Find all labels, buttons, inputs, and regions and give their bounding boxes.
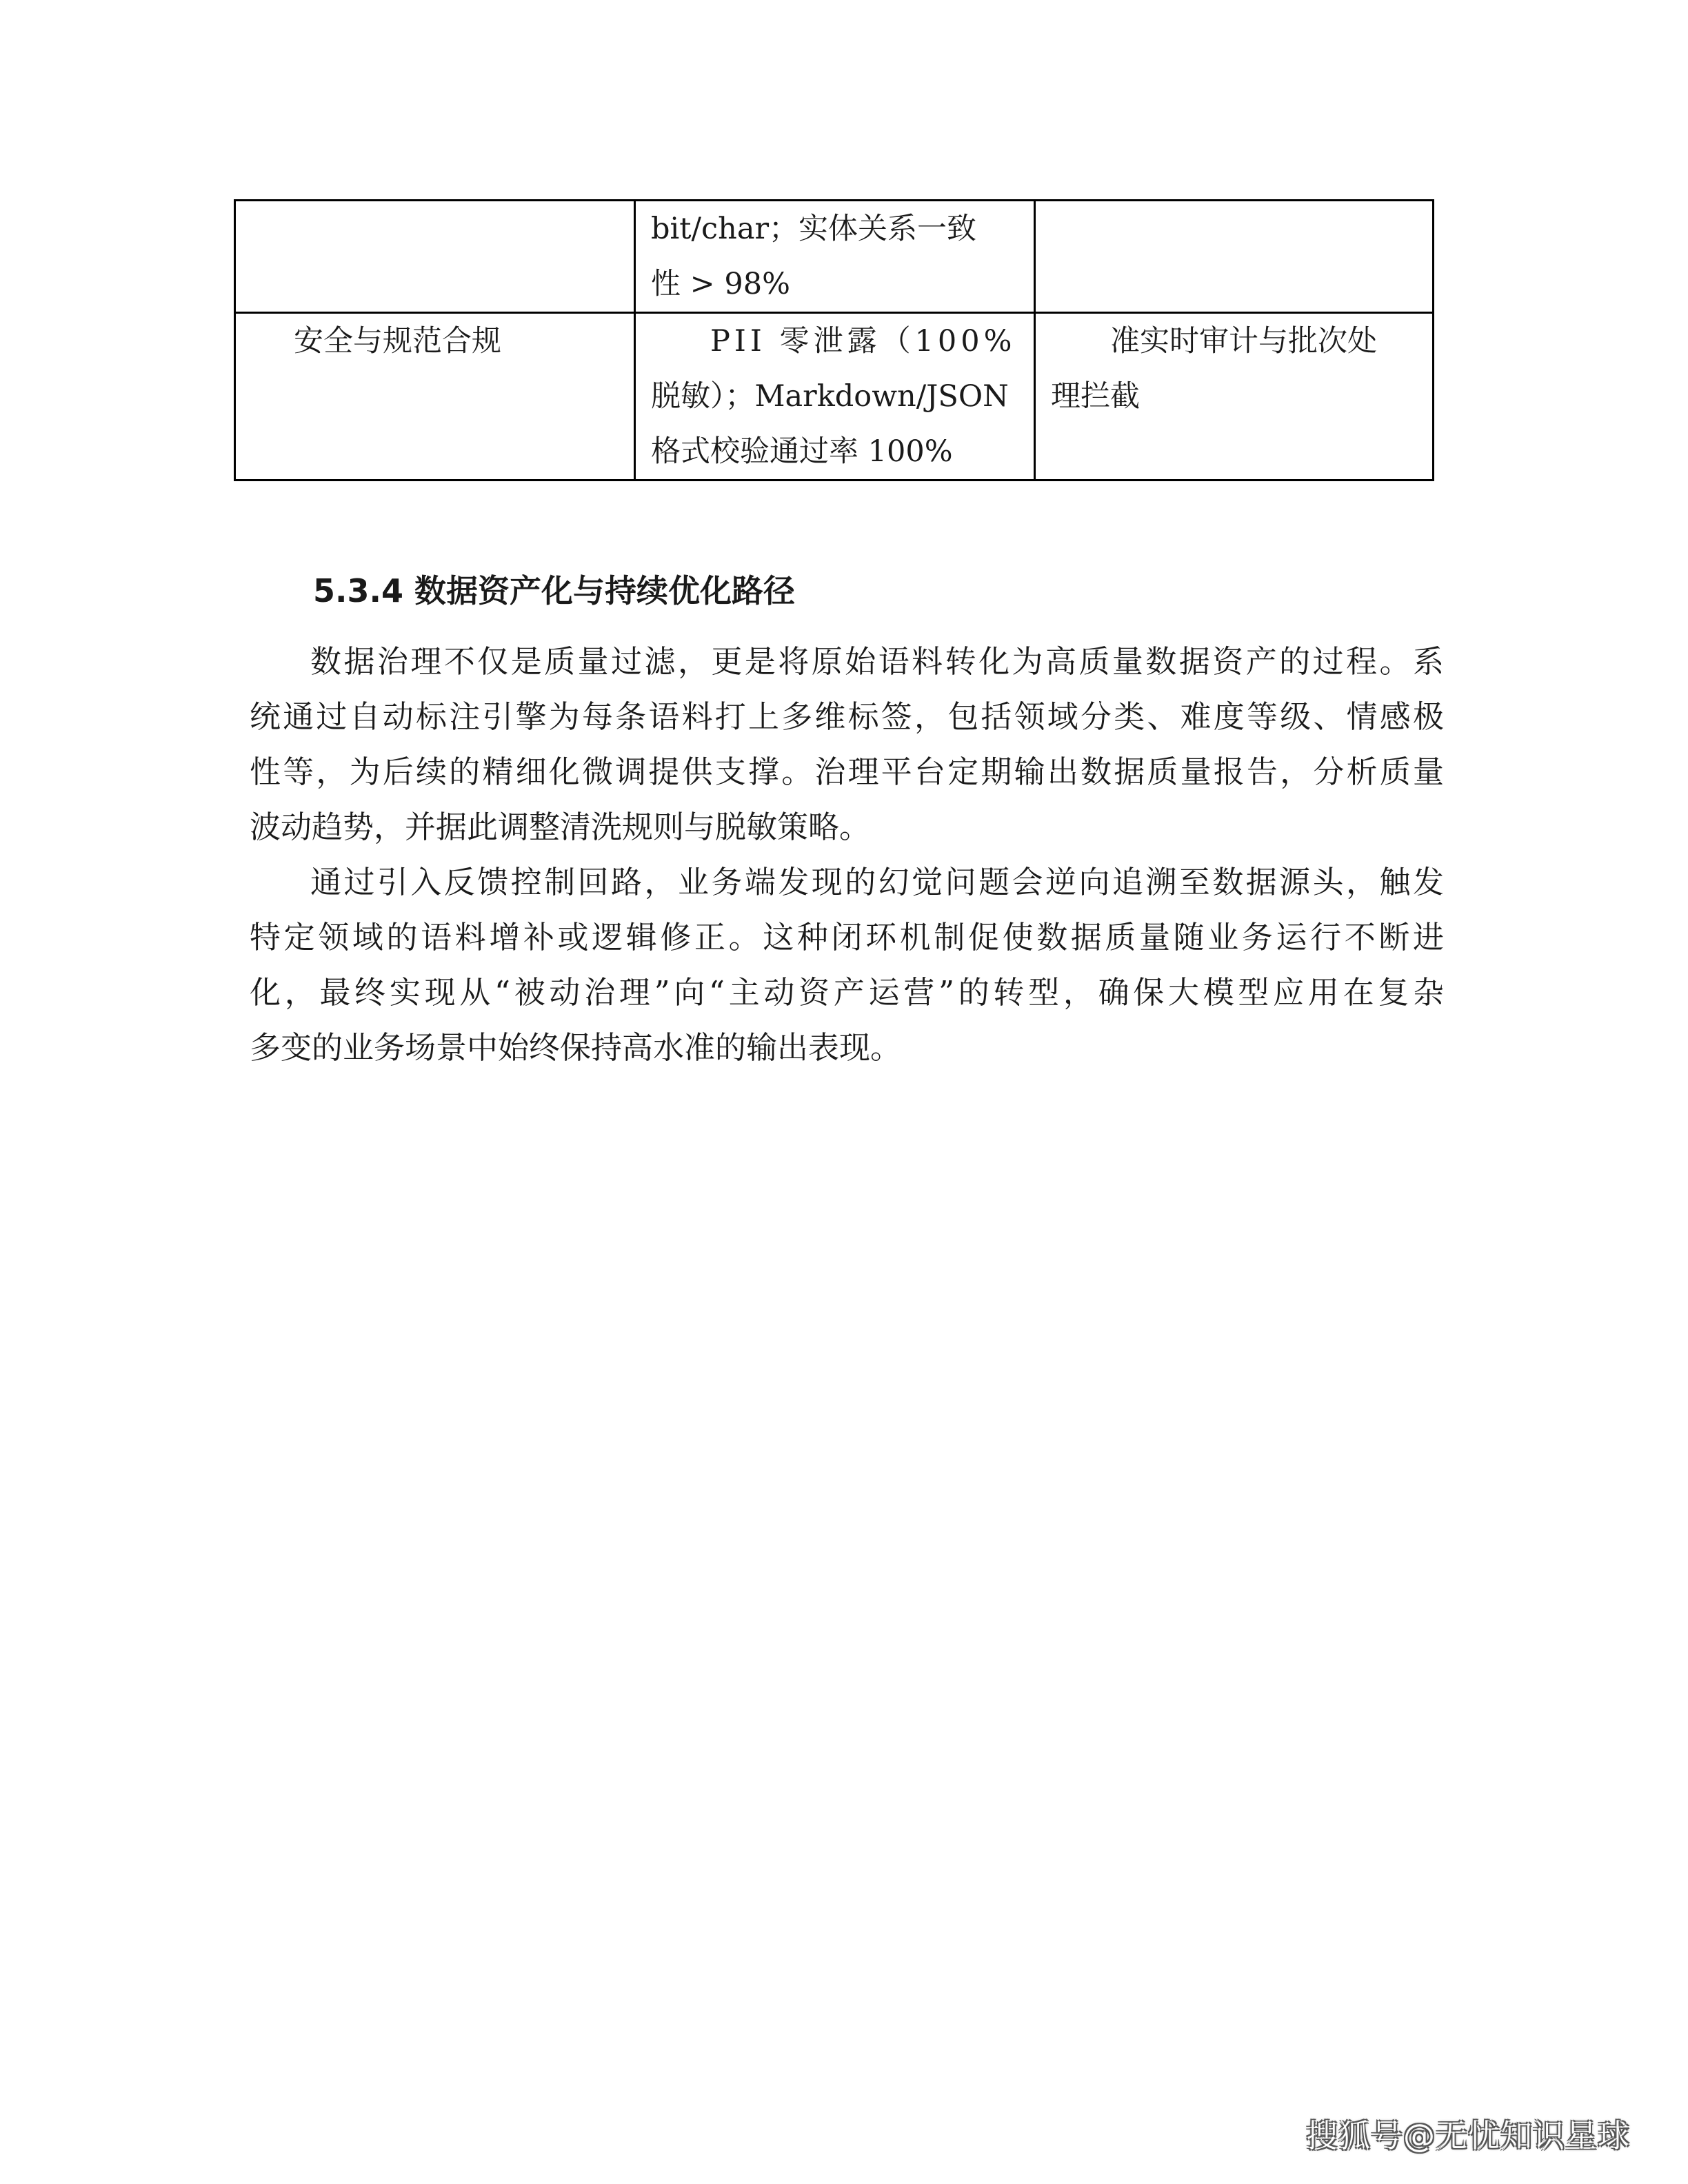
cell-line: 安全与规范合规 — [294, 324, 501, 358]
table-cell-dimension — [235, 201, 635, 313]
watermark-text: 搜狐号@无忧知识星球 — [1306, 2117, 1630, 2154]
cell-line: PII 零泄露（100% — [710, 324, 1016, 358]
cell-line: 格式校验通过率 100% — [651, 434, 953, 469]
table-row — [235, 313, 1434, 481]
section-heading: 5.3.4 数据资产化与持续优化路径 — [313, 572, 795, 609]
table-cell-mechanism — [1035, 201, 1434, 313]
cell-line: 准实时审计与批次处 — [1110, 324, 1377, 358]
table-row — [235, 201, 1434, 313]
paragraph-line: 波动趋势，并据此调整清洗规则与脱敏策略。 — [250, 809, 871, 845]
paragraph-line: 化，最终实现从“被动治理”向“主动资产运营”的转型，确保大模型应用在复杂 — [250, 974, 1444, 1011]
table-cell-metric — [635, 313, 1035, 481]
body-paragraph — [250, 634, 1444, 855]
paragraph-line: 通过引入反馈控制回路，业务端发现的幻觉问题会逆向追溯至数据源头，触发 — [310, 864, 1444, 900]
paragraph-line: 数据治理不仅是质量过滤，更是将原始语料转化为高质量数据资产的过程。系 — [310, 643, 1444, 680]
data-quality-table — [234, 199, 1434, 481]
cell-line: bit/char；实体关系一致 — [651, 212, 977, 246]
cell-line: 脱敏）；Markdown/JSON — [651, 379, 1009, 414]
paragraph-line: 性等，为后续的精细化微调提供支撑。治理平台定期输出数据质量报告，分析质量 — [250, 754, 1444, 790]
paragraph-line: 特定领域的语料增补或逻辑修正。这种闭环机制促使数据质量随业务运行不断进 — [250, 919, 1444, 956]
body-paragraph — [250, 855, 1444, 1075]
table-cell-dimension — [235, 313, 635, 481]
cell-line: 性 > 98% — [651, 267, 790, 301]
paragraph-line: 统通过自动标注引擎为每条语料打上多维标签，包括领域分类、难度等级、情感极 — [250, 698, 1444, 735]
table-cell-mechanism — [1035, 313, 1434, 481]
cell-line: 理拦截 — [1051, 379, 1140, 414]
paragraph-line: 多变的业务场景中始终保持高水准的输出表现。 — [250, 1029, 902, 1066]
table-cell-metric — [635, 201, 1035, 313]
